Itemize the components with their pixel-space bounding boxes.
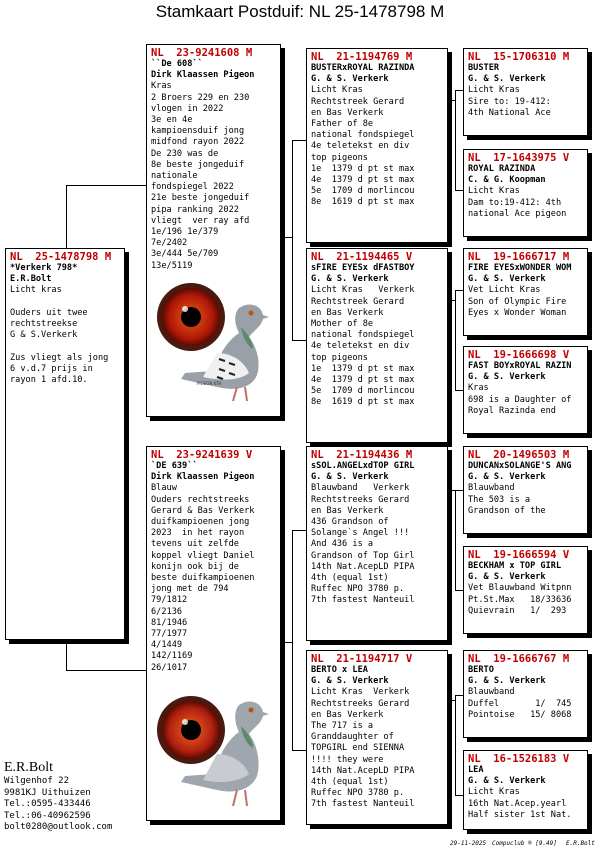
breeder-name: E.R.Bolt	[10, 274, 52, 285]
pigeon-name: FIRE EYESxWONDER WOM	[468, 263, 572, 273]
pigeon-name: sFIRE EYESx dFASTBOY	[311, 263, 415, 273]
dam-sire-dam-card[interactable]	[463, 546, 588, 634]
breeder-name: G. & S. Verkerk	[468, 274, 546, 285]
connector-line	[455, 290, 463, 291]
pigeon-name: ``De 608``	[151, 59, 203, 69]
connector-line	[292, 750, 306, 751]
pigeon-notes: Son of Olympic Fire Eyes x Wonder Woman	[468, 296, 567, 318]
pigeon-notes: Rechtstreeks Gerard en Bas Verkerk The 717 is a Granddaughter of TOPGIRL end SIENNA !!!! they were 14th Nat.AcepLD PIPA 4th (equal 1st) Ruffec NPO 3780 p. 7th fastest Nanteuil	[311, 698, 415, 810]
pigeon-color: Licht Kras Verkerk	[311, 687, 410, 698]
pigeon-photo	[157, 690, 277, 815]
pigeon-name: LEA	[468, 765, 484, 775]
breeder-name: G. & S. Verkerk	[468, 472, 546, 483]
connector-line	[455, 390, 463, 391]
connector-line	[455, 695, 456, 795]
breeder-name: G. & S. Verkerk	[468, 676, 546, 687]
dam-dam-card[interactable]	[306, 650, 448, 825]
pigeon-color: Blauwband	[468, 483, 515, 494]
owner-email[interactable]: bolt0280@outlook.com	[4, 822, 113, 833]
connector-line	[292, 140, 293, 340]
pigeon-color: Vet Licht Kras	[468, 285, 541, 296]
ring-number: NL 17-1643975 V	[468, 152, 570, 164]
pigeon-notes: Rechtstreek Gerard en Bas Verkerk Mother of 8e national fondspiegel 4e teletekst en div top pigeons 1e 1379 d pt st max 4e 1379 d pt st max 5e 1709 d morlincou 8e 1619 d pt st max	[311, 296, 415, 408]
pigeon-name: BECKHAM x TOP GIRL	[468, 561, 562, 571]
connector-line	[455, 695, 463, 696]
ring-number: NL 20-1496503 M	[468, 449, 570, 461]
connector-line	[455, 590, 463, 591]
ring-number: NL 19-1666594 V	[468, 549, 570, 561]
pigeon-notes: The 503 is a Grandson of the	[468, 494, 546, 516]
pigeon-notes: 16th Nat.Acep.yearl Half sister 1st Nat.	[468, 798, 572, 820]
dam-dam-sire-card[interactable]	[463, 650, 588, 738]
program-version: ® [9.49]	[528, 840, 557, 847]
pigeon-notes: Rechtstreeks Gerard en Bas Verkerk 436 Grandson of Solange`s Angel !!! And 436 is a Grandson of Top Girl 14th Nat.AcepLD PIPA 4th (equal 1st) Ruffec NPO 3780 p. 7th fastest Nanteuil	[311, 494, 415, 606]
connector-line	[292, 530, 306, 531]
pigeon-notes: Duffel 1/ 745 Pointoise 15/ 8068	[468, 698, 572, 720]
sire-sire-dam-card[interactable]	[463, 149, 588, 237]
pigeon-color: Licht Kras	[468, 186, 520, 197]
breeder-name: C. & G. Koopman	[468, 175, 546, 186]
pigeon-name: BUSTERxROYAL RAZINDA	[311, 63, 415, 73]
pigeon-name: sSOL.ANGELxdTOP GIRL	[311, 461, 415, 471]
dam-dam-dam-card[interactable]	[463, 750, 588, 830]
page-title: Stamkaart Postduif: NL 25-1478798 M	[155, 2, 445, 21]
pigeon-name: BUSTER	[468, 63, 500, 73]
ring-number: NL 16-1526183 V	[468, 753, 570, 765]
connector-line	[66, 640, 67, 670]
pigeon-name: DUNCANxSOLANGE'S ANG	[468, 461, 572, 471]
pigeon-name: *Verkerk 798*	[10, 263, 78, 273]
connector-line	[66, 185, 146, 186]
connector-line	[292, 340, 306, 341]
pigeon-name: BERTO x LEA	[311, 665, 368, 675]
pigeon-color: Licht Kras Verkerk	[311, 285, 415, 296]
connector-line	[455, 490, 456, 590]
sire-dam-sire-card[interactable]	[463, 248, 588, 336]
pigeon-name: BERTO	[468, 665, 494, 675]
sire-dam-card[interactable]	[306, 248, 448, 443]
pigeon-color: Vet Blauwband Witpnn	[468, 583, 572, 594]
program-name: Compuclub	[492, 840, 525, 847]
pigeon-notes: Rechtstreek Gerard en Bas Verkerk Father of 8e national fondspiegel 4e teletekst en div top pigeons 1e 1379 d pt st max 4e 1379 d pt st max 5e 1709 d morlincou 8e 1619 d pt st max	[311, 96, 415, 208]
pigeon-color: Licht Kras	[468, 787, 520, 798]
connector-line	[455, 190, 463, 191]
footer-owner: E.R.Bolt	[566, 840, 595, 847]
ring-number: NL 19-1666767 M	[468, 653, 570, 665]
breeder-name: G. & S. Verkerk	[311, 74, 389, 85]
pigeon-notes: Dam to:19-412: 4th national Ace pigeon	[468, 197, 567, 219]
pigeon-color: Kras	[151, 81, 172, 92]
pigeon-color: Licht kras	[10, 285, 62, 296]
pigeon-color: Licht Kras	[311, 85, 363, 96]
ring-number: NL 15-1706310 M	[468, 51, 570, 63]
breeder-name: G. & S. Verkerk	[311, 274, 389, 285]
pigeon-notes: Ouders uit twee rechtstreekse G & S.Verkerk Zus vliegt als jong 6 v.d.7 prijs in rayon 1 afd.10.	[10, 307, 109, 386]
pigeon-notes: Pt.St.Max 18/33636 Quievrain 1/ 293	[468, 594, 572, 616]
ring-number: NL 25-1478798 M	[10, 251, 112, 263]
connector-line	[66, 185, 67, 248]
print-date: 29-11-2025	[450, 840, 487, 847]
breeder-name: G. & S. Verkerk	[311, 676, 389, 687]
connector-line	[455, 490, 463, 491]
connector-line	[455, 795, 463, 796]
pigeon-color: Kras	[468, 383, 489, 394]
pigeon-color: Blauwband Verkerk	[311, 483, 410, 494]
sire-sire-sire-card[interactable]	[463, 48, 588, 136]
subject-card[interactable]	[5, 248, 125, 640]
owner-name: E.R.Bolt	[4, 760, 54, 775]
pigeon-name: `DE 639``	[151, 461, 198, 471]
ring-number: NL 21-1194769 M	[311, 51, 413, 63]
ring-number: NL 21-1194465 V	[311, 251, 413, 263]
owner-info	[4, 760, 112, 834]
connector-line	[455, 90, 463, 91]
pigeon-notes: 2 Broers 229 en 230 vlogen in 2022 3e en 4e kampioensduif jong midfond rayon 2022 De 230 was de 8e beste jongeduif nationale fondspiegel 2022 21e beste jongeduif pipa ranking 2022 vliegt ver ray afd 1e/196 1e/379 7e/2402 3e/444 5e/709 13e/5119	[151, 92, 250, 271]
ring-number: NL 21-1194436 M	[311, 449, 413, 461]
breeder-name: Dirk Klaassen Pigeon	[151, 70, 255, 81]
sire-sire-card[interactable]	[306, 48, 448, 243]
breeder-name: G. & S. Verkerk	[468, 74, 546, 85]
connector-line	[292, 530, 293, 750]
owner-mobile: Tel.:06-40962596	[4, 810, 91, 821]
owner-phone: Tel.:0595-433446	[4, 799, 91, 810]
breeder-name: G. & S. Verkerk	[468, 776, 546, 787]
sire-dam-dam-card[interactable]	[463, 346, 588, 434]
pigeon-notes: 698 is a Daughter of Royal Razinda end	[468, 394, 572, 416]
pigeon-notes: Ouders rechtstreeks Gerard & Bas Verkerk duifkampioenen jong 2023 in het rayon tevens uit zelfde koppel vliegt Daniel konijn ook bij de beste duifkampioenen jong met de 794 79/1812 6/2136 81/1946 77/1977 4/1449 142/1169 26/1017	[151, 494, 255, 673]
breeder-name: G. & S. Verkerk	[468, 572, 546, 583]
ring-number: NL 19-1666698 V	[468, 349, 570, 361]
pigeon-name: FAST BOYxROYAL RAZIN	[468, 361, 572, 371]
pigeon-notes: Sire to: 19-412: 4th National Ace	[468, 96, 551, 118]
connector-line	[66, 670, 146, 671]
pigeon-color: Blauwband	[468, 687, 515, 698]
connector-line	[455, 90, 456, 190]
pigeon-name: ROYAL RAZINDA	[468, 164, 536, 174]
pigeon-color: Blauw	[151, 483, 177, 494]
breeder-name: G. & S. Verkerk	[468, 372, 546, 383]
breeder-name: G. & S. Verkerk	[311, 472, 389, 483]
ring-number: NL 23-9241639 V	[151, 449, 253, 461]
connector-line	[455, 290, 456, 390]
owner-street: Wilgenhof 22	[4, 776, 70, 786]
pigeon-photo	[157, 283, 277, 408]
connector-line	[292, 140, 306, 141]
breeder-name: Dirk Klaassen Pigeon	[151, 472, 255, 483]
ring-number: NL 21-1194717 V	[311, 653, 413, 665]
photo-caption: PIGEON KTH	[197, 381, 222, 386]
pigeon-color: Licht Kras	[468, 85, 520, 96]
ring-number: NL 19-1666717 M	[468, 251, 570, 263]
owner-city: 9981KJ Uithuizen	[4, 787, 91, 798]
ring-number: NL 23-9241608 M	[151, 47, 253, 59]
dam-sire-card[interactable]	[306, 446, 448, 641]
dam-sire-sire-card[interactable]	[463, 446, 588, 534]
